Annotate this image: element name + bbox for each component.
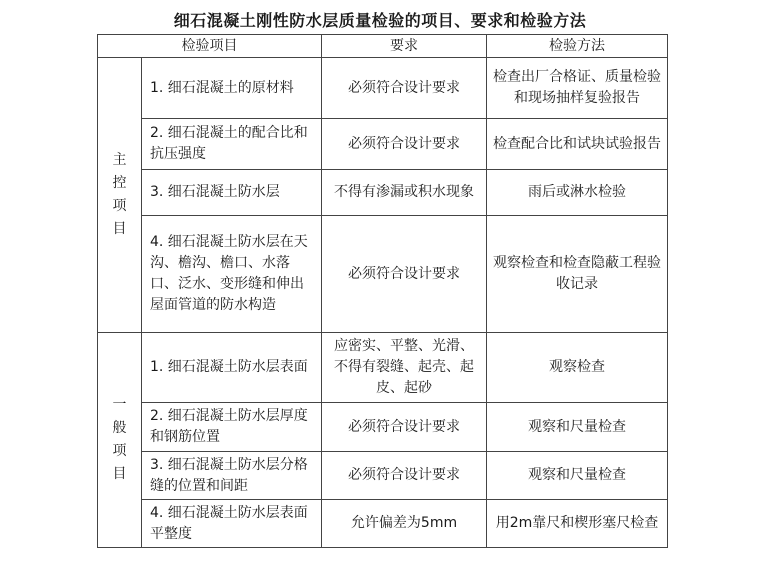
item-cell: 3. 细石混凝土防水层分格缝的位置和间距: [142, 452, 322, 500]
requirement-cell: 必须符合设计要求: [322, 216, 487, 333]
group-char: 控: [112, 175, 127, 191]
requirement-cell: 应密实、平整、光滑、不得有裂缝、起壳、起皮、起砂: [322, 333, 487, 403]
table-row: [98, 119, 668, 170]
header-item: 检验项目: [98, 35, 322, 58]
inspection-table: [97, 34, 668, 548]
requirement-cell: 必须符合设计要求: [322, 58, 487, 119]
method-cell: 观察和尺量检查: [487, 452, 668, 500]
table-row: [98, 500, 668, 548]
item-cell: 2. 细石混凝土防水层厚度和钢筋位置: [142, 403, 322, 452]
method-cell: 检查配合比和试块试验报告: [487, 119, 668, 170]
method-cell: 检查出厂合格证、质量检验和现场抽样复验报告: [487, 58, 668, 119]
method-cell: 用2m靠尺和楔形塞尺检查: [487, 500, 668, 548]
item-cell: 1. 细石混凝土的原材料: [142, 58, 322, 119]
method-cell: 观察检查: [487, 333, 668, 403]
requirement-cell: 不得有渗漏或积水现象: [322, 170, 487, 216]
table-row: [98, 333, 668, 403]
group-char: 主: [112, 152, 127, 168]
table-row: [98, 403, 668, 452]
item-cell: 4. 细石混凝土防水层在天沟、檐沟、檐口、水落口、泛水、变形缝和伸出屋面管道的防水构造: [142, 216, 322, 333]
requirement-cell: 必须符合设计要求: [322, 119, 487, 170]
group-char: 目: [112, 466, 127, 482]
requirement-cell: 必须符合设计要求: [322, 403, 487, 452]
page-title: 细石混凝土刚性防水层质量检验的项目、要求和检验方法: [173, 11, 587, 30]
table-row: [98, 452, 668, 500]
header-method: 检验方法: [487, 35, 668, 58]
header-requirement: 要求: [322, 35, 487, 58]
method-cell: 雨后或淋水检验: [487, 170, 668, 216]
table-row: [98, 170, 668, 216]
main-control-group-label: [98, 58, 142, 333]
group-char: 项: [112, 198, 127, 214]
method-cell: 观察检查和检查隐蔽工程验收记录: [487, 216, 668, 333]
group-char: 一: [112, 397, 127, 413]
method-cell: 观察和尺量检查: [487, 403, 668, 452]
group-char: 般: [112, 420, 127, 436]
item-cell: 3. 细石混凝土防水层: [142, 170, 322, 216]
table-row: [98, 58, 668, 119]
item-cell: 2. 细石混凝土的配合比和抗压强度: [142, 119, 322, 170]
group-char: 目: [112, 221, 127, 237]
requirement-cell: 允许偏差为5mm: [322, 500, 487, 548]
header-row: [98, 35, 668, 58]
item-cell: 1. 细石混凝土防水层表面: [142, 333, 322, 403]
general-group-label: [98, 333, 142, 548]
requirement-cell: 必须符合设计要求: [322, 452, 487, 500]
item-cell: 4. 细石混凝土防水层表面平整度: [142, 500, 322, 548]
group-char: 项: [112, 443, 127, 459]
table-row: [98, 216, 668, 333]
